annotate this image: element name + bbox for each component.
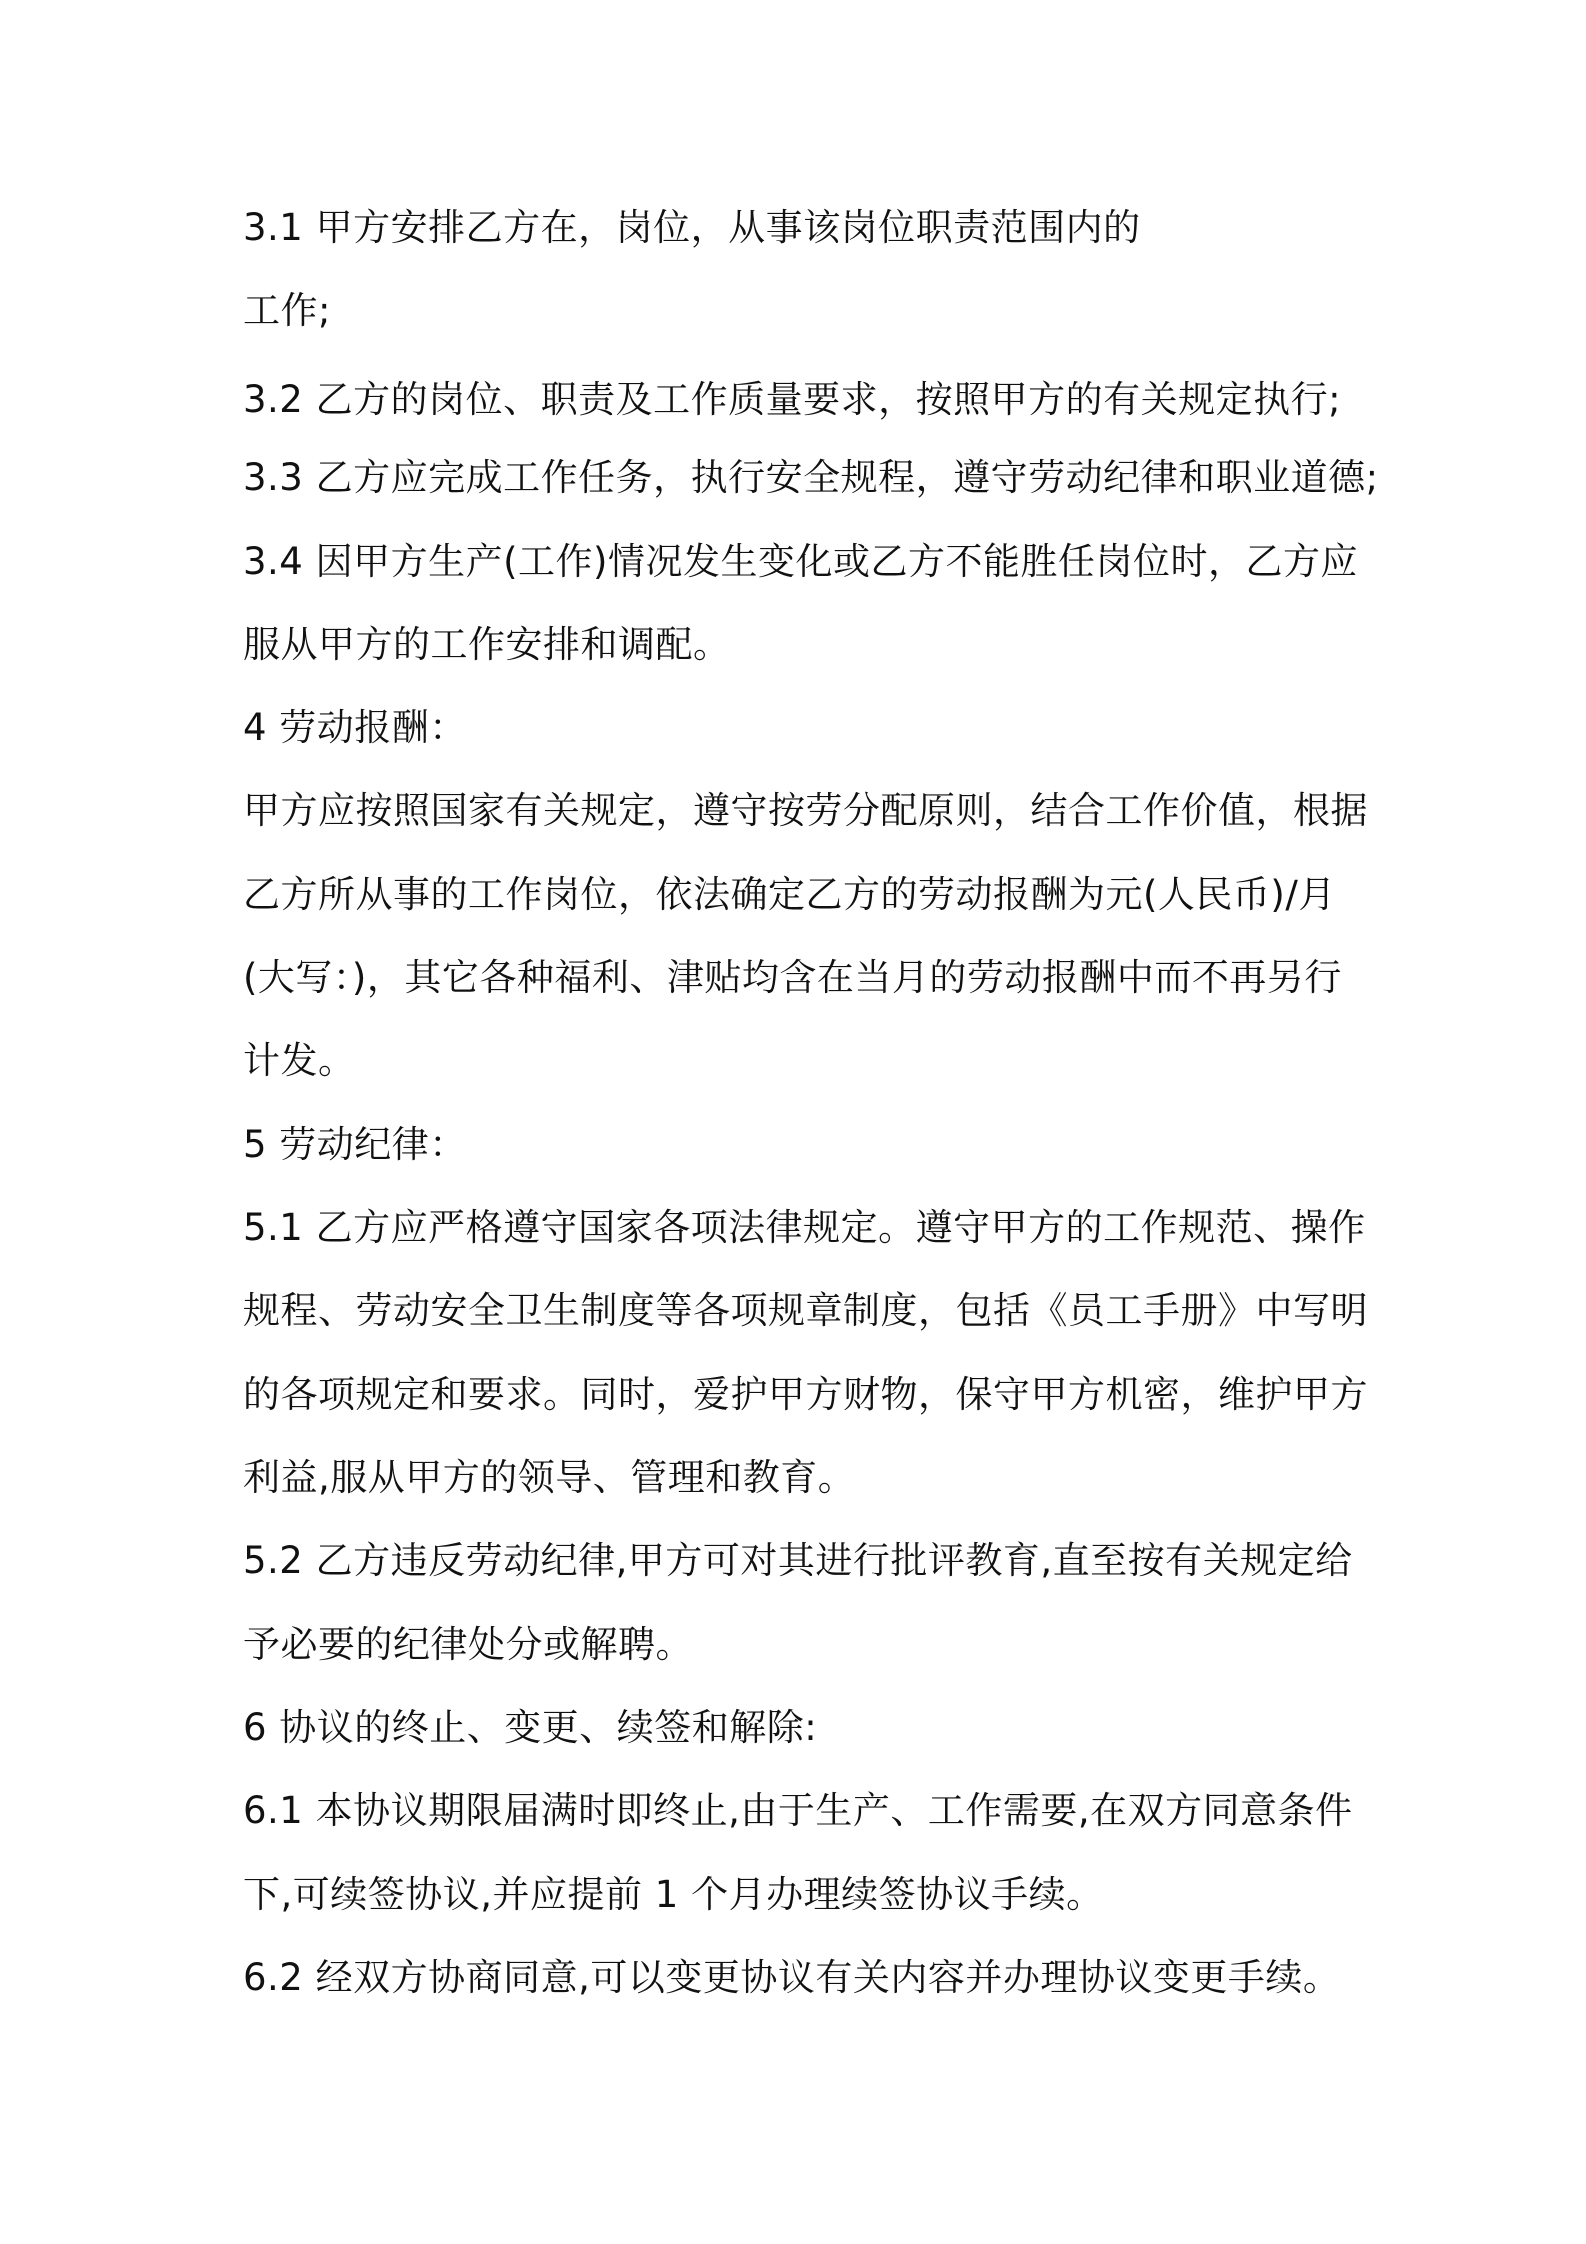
text-line: 3.4 因甲方生产(工作)情况发生变化或乙方不能胜任岗位时，乙方应	[243, 540, 1358, 583]
section-heading: 6 协议的终止、变更、续签和解除:	[243, 1706, 818, 1749]
text-line: 予必要的纪律处分或解聘。	[243, 1623, 693, 1666]
section-heading: 5 劳动纪律：	[243, 1123, 467, 1166]
text-line: 6.2 经双方协商同意,可以变更协议有关内容并办理协议变更手续。	[243, 1956, 1341, 1999]
text-line: 5.2 乙方违反劳动纪律,甲方可对其进行批评教育,直至按有关规定给	[243, 1539, 1353, 1582]
text-line: 乙方所从事的工作岗位，依法确定乙方的劳动报酬为元(人民币)/月	[243, 873, 1336, 916]
text-line: 甲方应按照国家有关规定，遵守按劳分配原则，结合工作价值，根据	[243, 789, 1368, 832]
text-line: 5.1 乙方应严格遵守国家各项法律规定。遵守甲方的工作规范、操作	[243, 1206, 1366, 1249]
text-line: 3.2 乙方的岗位、职责及工作质量要求，按照甲方的有关规定执行;	[243, 378, 1342, 421]
text-line: 工作;	[243, 289, 331, 332]
text-line: 下,可续签协议,并应提前 1 个月办理续签协议手续。	[243, 1873, 1104, 1916]
text-line: (大写：)，其它各种福利、津贴均含在当月的劳动报酬中而不再另行	[243, 956, 1342, 999]
section-heading: 4 劳动报酬：	[243, 706, 467, 749]
text-line: 3.3 乙方应完成工作任务，执行安全规程，遵守劳动纪律和职业道德;	[243, 456, 1379, 499]
text-line: 计发。	[243, 1039, 356, 1082]
text-line: 规程、劳动安全卫生制度等各项规章制度，包括《员工手册》中写明	[243, 1289, 1368, 1332]
text-line: 6.1 本协议期限届满时即终止,由于生产、工作需要,在双方同意条件	[243, 1789, 1353, 1832]
text-line: 服从甲方的工作安排和调配。	[243, 623, 731, 666]
text-line: 的各项规定和要求。同时，爱护甲方财物，保守甲方机密，维护甲方	[243, 1373, 1368, 1416]
text-line: 3.1 甲方安排乙方在，岗位，从事该岗位职责范围内的	[243, 206, 1141, 249]
text-line: 利益,服从甲方的领导、管理和教育。	[243, 1456, 856, 1499]
